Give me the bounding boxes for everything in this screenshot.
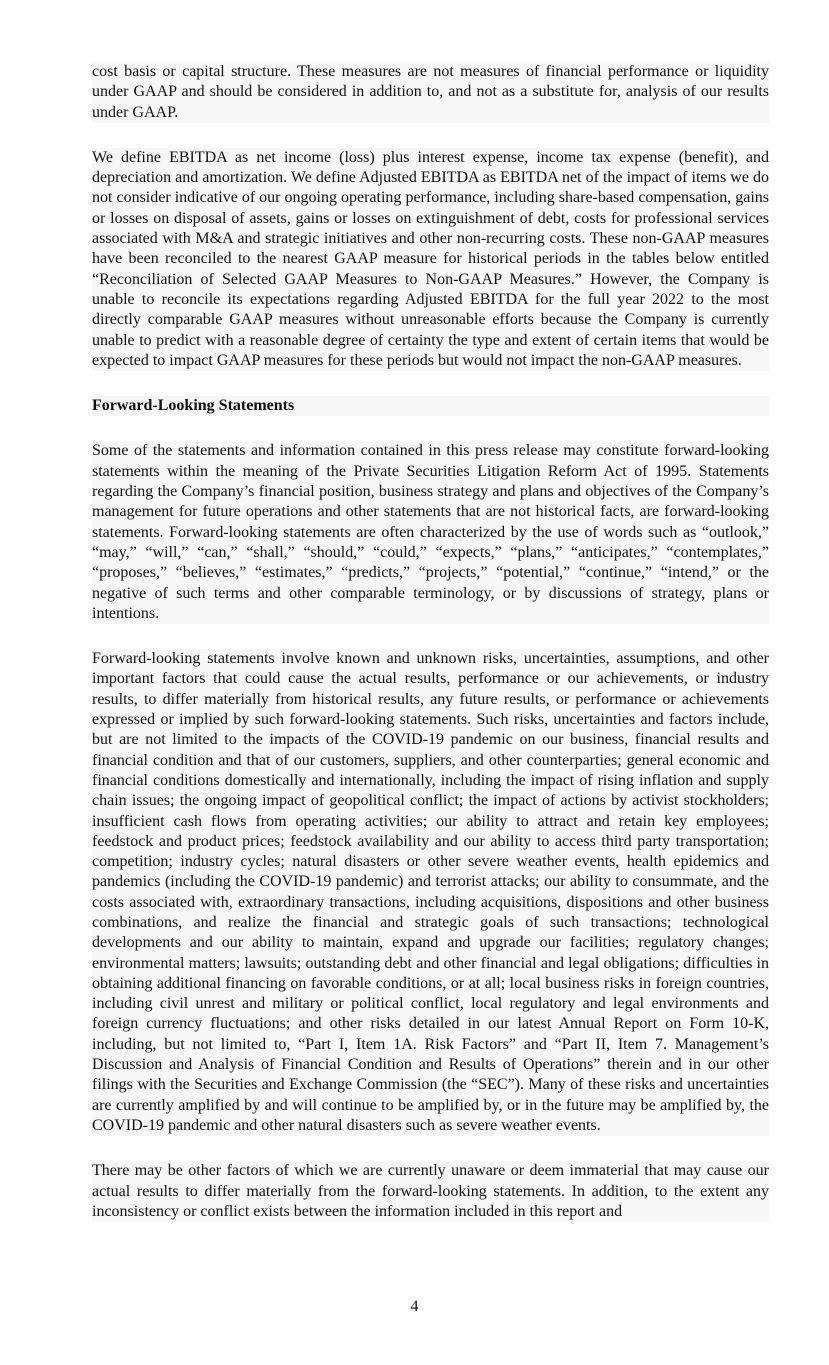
paragraph-gap: [92, 624, 769, 649]
paragraph-non-gaap-intro: cost basis or capital structure. These measures are not measures of financial performance or liquidity under GAAP and should be considered in addition to, and not as a substitute for, analysis of our results under GAAP.: [92, 62, 769, 123]
paragraph-gap: [92, 371, 769, 396]
paragraph-gap: [92, 123, 769, 148]
page-number: 4: [410, 1298, 419, 1315]
document-body: [92, 62, 769, 1222]
paragraph-gap: [92, 1136, 769, 1161]
paragraph-gap: [92, 416, 769, 441]
paragraph-ebitda-definition: We define EBITDA as net income (loss) plus interest expense, income tax expense (benefit), and depreciation and amortization. We define Adjusted EBITDA as EBITDA net of the impact of items we do not consider indicative of our ongoing operating performance, including share-based compensation, gains or losses on disposal of assets, gains or losses on extinguishment of debt, costs for professional services associated with M&A and strategic initiatives and other non-recurring costs. These non-GAAP measures have been reconciled to the nearest GAAP measure for historical periods in the tables below entitled “Reconciliation of Selected GAAP Measures to Non-GAAP Measures.” However, the Company is unable to reconcile its expectations regarding Adjusted EBITDA for the full year 2022 to the most directly comparable GAAP measures without unreasonable efforts because the Company is currently unable to predict with a reasonable degree of certainty the type and extent of certain items that would be expected to impact GAAP measures for these periods but would not impact the non-GAAP measures.: [92, 148, 769, 371]
paragraph-forward-looking-definition: Some of the statements and information contained in this press release may constitute forward-looking statements within the meaning of the Private Securities Litigation Reform Act of 1995. Statements regarding the Company’s financial position, business strategy and plans and objectives of the Company’s management for future operations and other statements that are not historical facts, are forward-looking statements. Forward-looking statements are often characterized by the use of words such as “outlook,” “may,” “will,” “can,” “shall,” “should,” “could,” “expects,” “plans,” “anticipates,” “contemplates,” “proposes,” “believes,” “estimates,” “predicts,” “projects,” “potential,” “continue,” “intend,” or the negative of such terms and other comparable terminology, or by discussions of strategy, plans or intentions.: [92, 441, 769, 624]
section-heading-forward-looking: Forward-Looking Statements: [92, 396, 769, 416]
paragraph-other-factors: There may be other factors of which we are currently unaware or deem immaterial that may cause our actual results to differ materially from the forward-looking statements. In addition, to the extent any inconsistency or conflict exists between the information included in this report and: [92, 1161, 769, 1222]
paragraph-risk-factors: Forward-looking statements involve known and unknown risks, uncertainties, assumptions, and other important factors that could cause the actual results, performance or our achievements, or industry results, to differ materially from historical results, any future results, or performance or achievements expressed or implied by such forward-looking statements. Such risks, uncertainties and factors include, but are not limited to the impacts of the COVID-19 pandemic on our business, financial results and financial condition and that of our customers, suppliers, and other counterparties; general economic and financial conditions domestically and internationally, including the impact of rising inflation and supply chain issues; the ongoing impact of geopolitical conflict; the impact of actions by activist stockholders; insufficient cash flows from operating activities; our ability to attract and retain key employees; feedstock and product prices; feedstock availability and our ability to access third party transportation; competition; industry cycles; natural disasters or other severe weather events, health epidemics and pandemics (including the COVID-19 pandemic) and terrorist attacks; our ability to consummate, and the costs associated with, extraordinary transactions, including acquisitions, dispositions and other business combinations, and realize the financial and strategic goals of such transactions; technological developments and our ability to maintain, expand and upgrade our facilities; regulatory changes; environmental matters; lawsuits; outstanding debt and other financial and legal obligations; difficulties in obtaining additional financing on favorable conditions, or at all; local business risks in foreign countries, including civil unrest and military or political conflict, local regulatory and legal environments and foreign currency fluctuations; and other risks detailed in our latest Annual Report on Form 10-K, including, but not limited to, “Part I, Item 1A. Risk Factors” and “Part II, Item 7. Management’s Discussion and Analysis of Financial Condition and Results of Operations” therein and in our other filings with the Securities and Exchange Commission (the “SEC”). Many of these risks and uncertainties are currently amplified by and will continue to be amplified by, or in the future may be amplified by, the COVID-19 pandemic and other natural disasters such as severe weather events.: [92, 649, 769, 1136]
